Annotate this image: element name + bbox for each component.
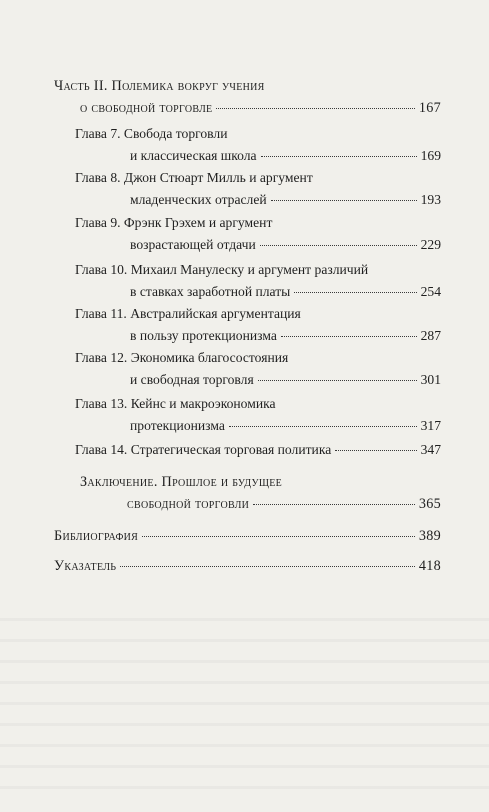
- toc-title-line-2: протекционизма 317: [130, 418, 441, 433]
- toc-title-line: Глава 14. Стратегическая торговая политика 347: [75, 442, 441, 457]
- dot-leader: [335, 449, 416, 451]
- dot-leader: [294, 291, 416, 293]
- page-number: 169: [420, 148, 441, 163]
- dot-leader: [253, 503, 415, 505]
- toc-title-line-2: и классическая школа 169: [130, 148, 441, 163]
- toc-title-line: Библиография 389: [54, 528, 441, 544]
- toc-title-line-2: о свободной торговле 167: [80, 100, 441, 116]
- toc-title-line-2: в пользу протекционизма 287: [130, 328, 441, 343]
- page-number: 254: [420, 284, 441, 299]
- toc-title-line: Заключение. Прошлое и будущее: [80, 474, 283, 490]
- toc-title-line-2: младенческих отраслей 193: [130, 192, 441, 207]
- page-number: 418: [418, 558, 441, 574]
- dot-leader: [216, 107, 414, 109]
- dot-leader: [229, 425, 417, 427]
- toc-title-line: Указатель 418: [54, 558, 441, 574]
- toc-title-line-2: в ставках заработной платы 254: [130, 284, 441, 299]
- toc-title-line: Глава 12. Экономика благосостояния: [75, 350, 289, 365]
- toc-title-line: Глава 11. Австралийская аргументация: [75, 306, 301, 321]
- toc-title-line-2: и свободная торговля 301: [130, 372, 441, 387]
- toc-title-line: Глава 9. Фрэнк Грэхем и аргумент: [75, 215, 273, 230]
- show-through-text: [0, 600, 489, 790]
- toc-title-line: Глава 13. Кейнс и макроэкономика: [75, 396, 276, 411]
- dot-leader: [271, 199, 417, 201]
- toc-title-line: Глава 7. Свобода торговли: [75, 126, 228, 141]
- dot-leader: [258, 379, 417, 381]
- page-number: 193: [420, 192, 441, 207]
- toc-title-line-2: возрастающей отдачи 229: [130, 237, 441, 252]
- page-number: 365: [418, 496, 441, 512]
- toc-title-line: Часть II. Полемика вокруг учения: [54, 78, 265, 94]
- dot-leader: [261, 155, 417, 157]
- dot-leader: [281, 335, 417, 337]
- dot-leader: [142, 535, 415, 537]
- page-number: 167: [418, 100, 441, 116]
- dot-leader: [120, 565, 414, 567]
- toc-title-line: Глава 8. Джон Стюарт Милль и аргумент: [75, 170, 313, 185]
- page-number: 347: [420, 442, 441, 457]
- page-number: 389: [418, 528, 441, 544]
- toc-title-line: Глава 10. Михаил Манулеску и аргумент различий: [75, 262, 369, 277]
- page-number: 301: [420, 372, 441, 387]
- page-number: 317: [420, 418, 441, 433]
- page-number: 229: [420, 237, 441, 252]
- page-number: 287: [420, 328, 441, 343]
- dot-leader: [260, 244, 417, 246]
- toc-title-line-2: свободной торговли 365: [127, 496, 441, 512]
